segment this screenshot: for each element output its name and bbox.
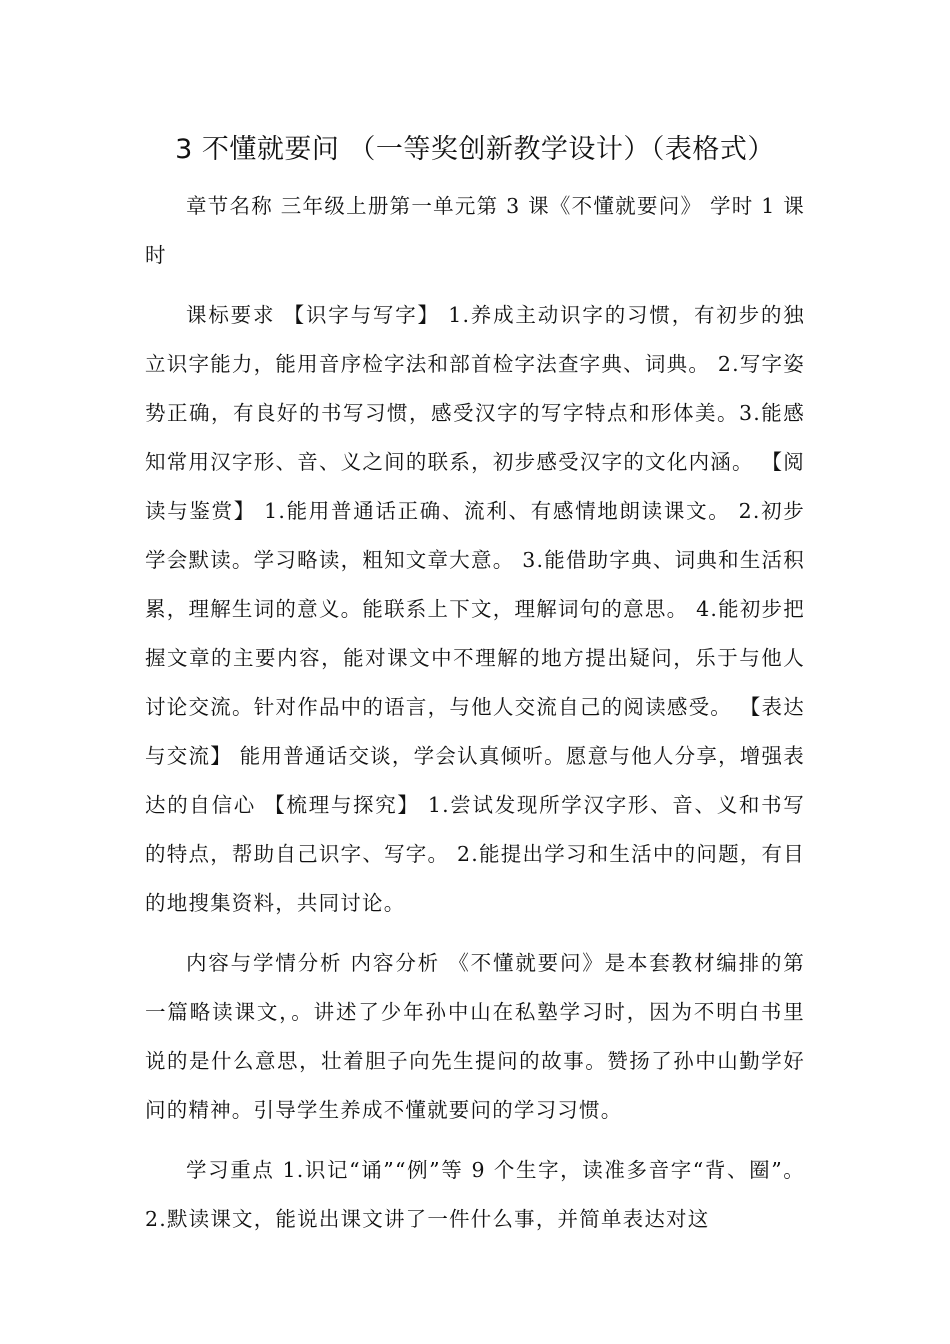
paragraph-chapter-info: 章节名称 三年级上册第一单元第 3 课《不懂就要问》 学时 1 课时 bbox=[145, 194, 805, 267]
document-body bbox=[145, 182, 805, 1244]
document-title: 3 不懂就要问 （一等奖创新教学设计）（表格式） bbox=[175, 134, 775, 165]
paragraph-content-analysis: 内容与学情分析 内容分析 《不懂就要问》是本套教材编排的第一篇略读课文，。讲述了少年孙中山在私塾学习时，因为不明白书里说的是什么意思，壮着胆子向先生提问的故事。赞扬了孙中山勤学好问的精神。引导学生养成不懂就要问的学习习惯。 bbox=[145, 951, 805, 1122]
paragraph-curriculum-requirements: 课标要求 【识字与写字】 1.养成主动识字的习惯，有初步的独立识字能力，能用音序检字法和部首检字法查字典、词典。 2.写字姿势正确，有良好的书写习惯，感受汉字的写字特点和形体美。3.能感知常用汉字形、音、义之间的联系，初步感受汉字的文化内涵。 【阅读与鉴赏】 1.能用普通话正确、流利、有感情地朗读课文。 2.初步学会默读。学习略读，粗知文章大意。 3.能借助字典、词典和生活积累，理解生词的意义。能联系上下文，理解词句的意思。 4.能初步把握文章的主要内容，能对课文中不理解的地方提出疑问，乐于与他人讨论交流。针对作品中的语言，与他人交流自己的阅读感受。 【表达与交流】 能用普通话交谈，学会认真倾听。愿意与他人分享，增强表达的自信心 【梳理与探究】 1.尝试发现所学汉字形、音、义和书写的特点，帮助自己识字、写字。 2.能提出学习和生活中的问题，有目的地搜集资料，共同讨论。 bbox=[145, 303, 805, 915]
paragraph-learning-focus: 学习重点 1.识记“诵”“例”等 9 个生字，读准多音字“背、圈”。 2.默读课文，能说出课文讲了一件什么事，并简单表达对这 bbox=[145, 1158, 805, 1231]
